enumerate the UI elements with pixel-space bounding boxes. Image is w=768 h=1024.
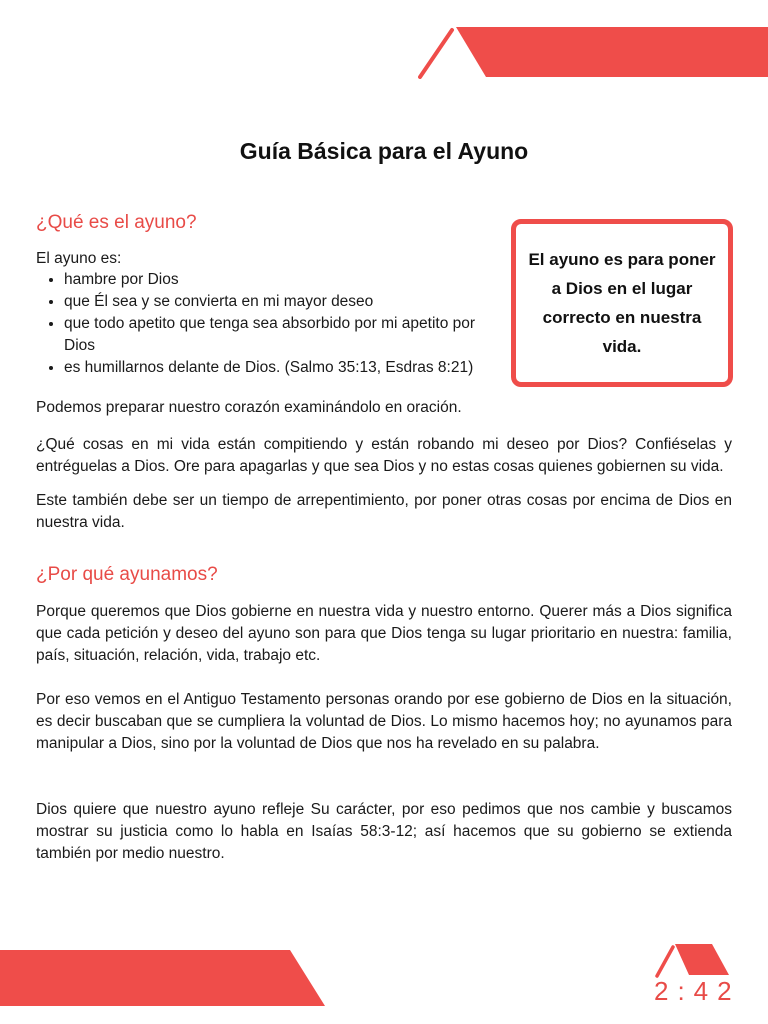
section-heading-what: ¿Qué es el ayuno? <box>36 212 197 233</box>
why-paragraph-2: Por eso vemos en el Antiguo Testamento personas orando por ese gobierno de Dios en la situación, es decir buscaban que se cumpliera la voluntad de Dios. Lo mismo hacemos hoy; no ayunamos para manipular a Dios, sino por la voluntad de Dios que nos ha revelado en su palabra. <box>36 691 732 752</box>
roof-logo-icon <box>655 942 731 978</box>
page-title: Guía Básica para el Ayuno <box>239 138 529 164</box>
callout-box <box>511 219 733 387</box>
why-paragraph-3: Dios quiere que nuestro ayuno refleje Su carácter, por eso pedimos que nos cambie y buscamos mostrar su justicia como lo habla en Isaías 58:3-12; así hacemos que su gobierno se extienda también por medio nuestro. <box>36 801 732 862</box>
list-item: • es humillarnos delante de Dios. (Salmo 35:13, Esdras 8:21) <box>64 357 504 379</box>
bottom-left-banner <box>0 950 326 1006</box>
list-item: • hambre por Dios <box>64 269 504 291</box>
prepare-heart-text: Podemos preparar nuestro corazón examinándolo en oración. <box>36 399 462 416</box>
section-heading-why: ¿Por qué ayunamos? <box>36 564 218 585</box>
logo-text: 2:42 <box>654 976 741 1006</box>
list-item: • que Él sea y se convierta en mi mayor deseo <box>64 291 504 313</box>
top-roof-banner <box>418 25 768 79</box>
reflection-paragraph: ¿Qué cosas en mi vida están compitiendo y están robando mi deseo por Dios? Confiéselas y entréguelas a Dios. Ore para apagarlas y que sea Dios y no estas cosas quienes gobiernen su vida. <box>36 436 732 475</box>
definition-list <box>36 269 504 379</box>
list-item: • que todo apetito que tenga sea absorbido por mi apetito por Dios <box>64 313 504 357</box>
intro-text: El ayuno es: <box>36 250 122 267</box>
repentance-paragraph: Este también debe ser un tiempo de arrepentimiento, por poner otras cosas por encima de Dios en nuestra vida. <box>36 492 732 531</box>
why-paragraph-1: Porque queremos que Dios gobierne en nuestra vida y nuestro entorno. Querer más a Dios significa que cada petición y deseo del ayuno son para que Dios tenga su lugar prioritario en nuestra: familia, país, situación, relación, vida, trabajo etc. <box>36 603 732 664</box>
callout-text: El ayuno es para poner a Dios en el lugar correcto en nuestra vida. <box>528 250 716 356</box>
